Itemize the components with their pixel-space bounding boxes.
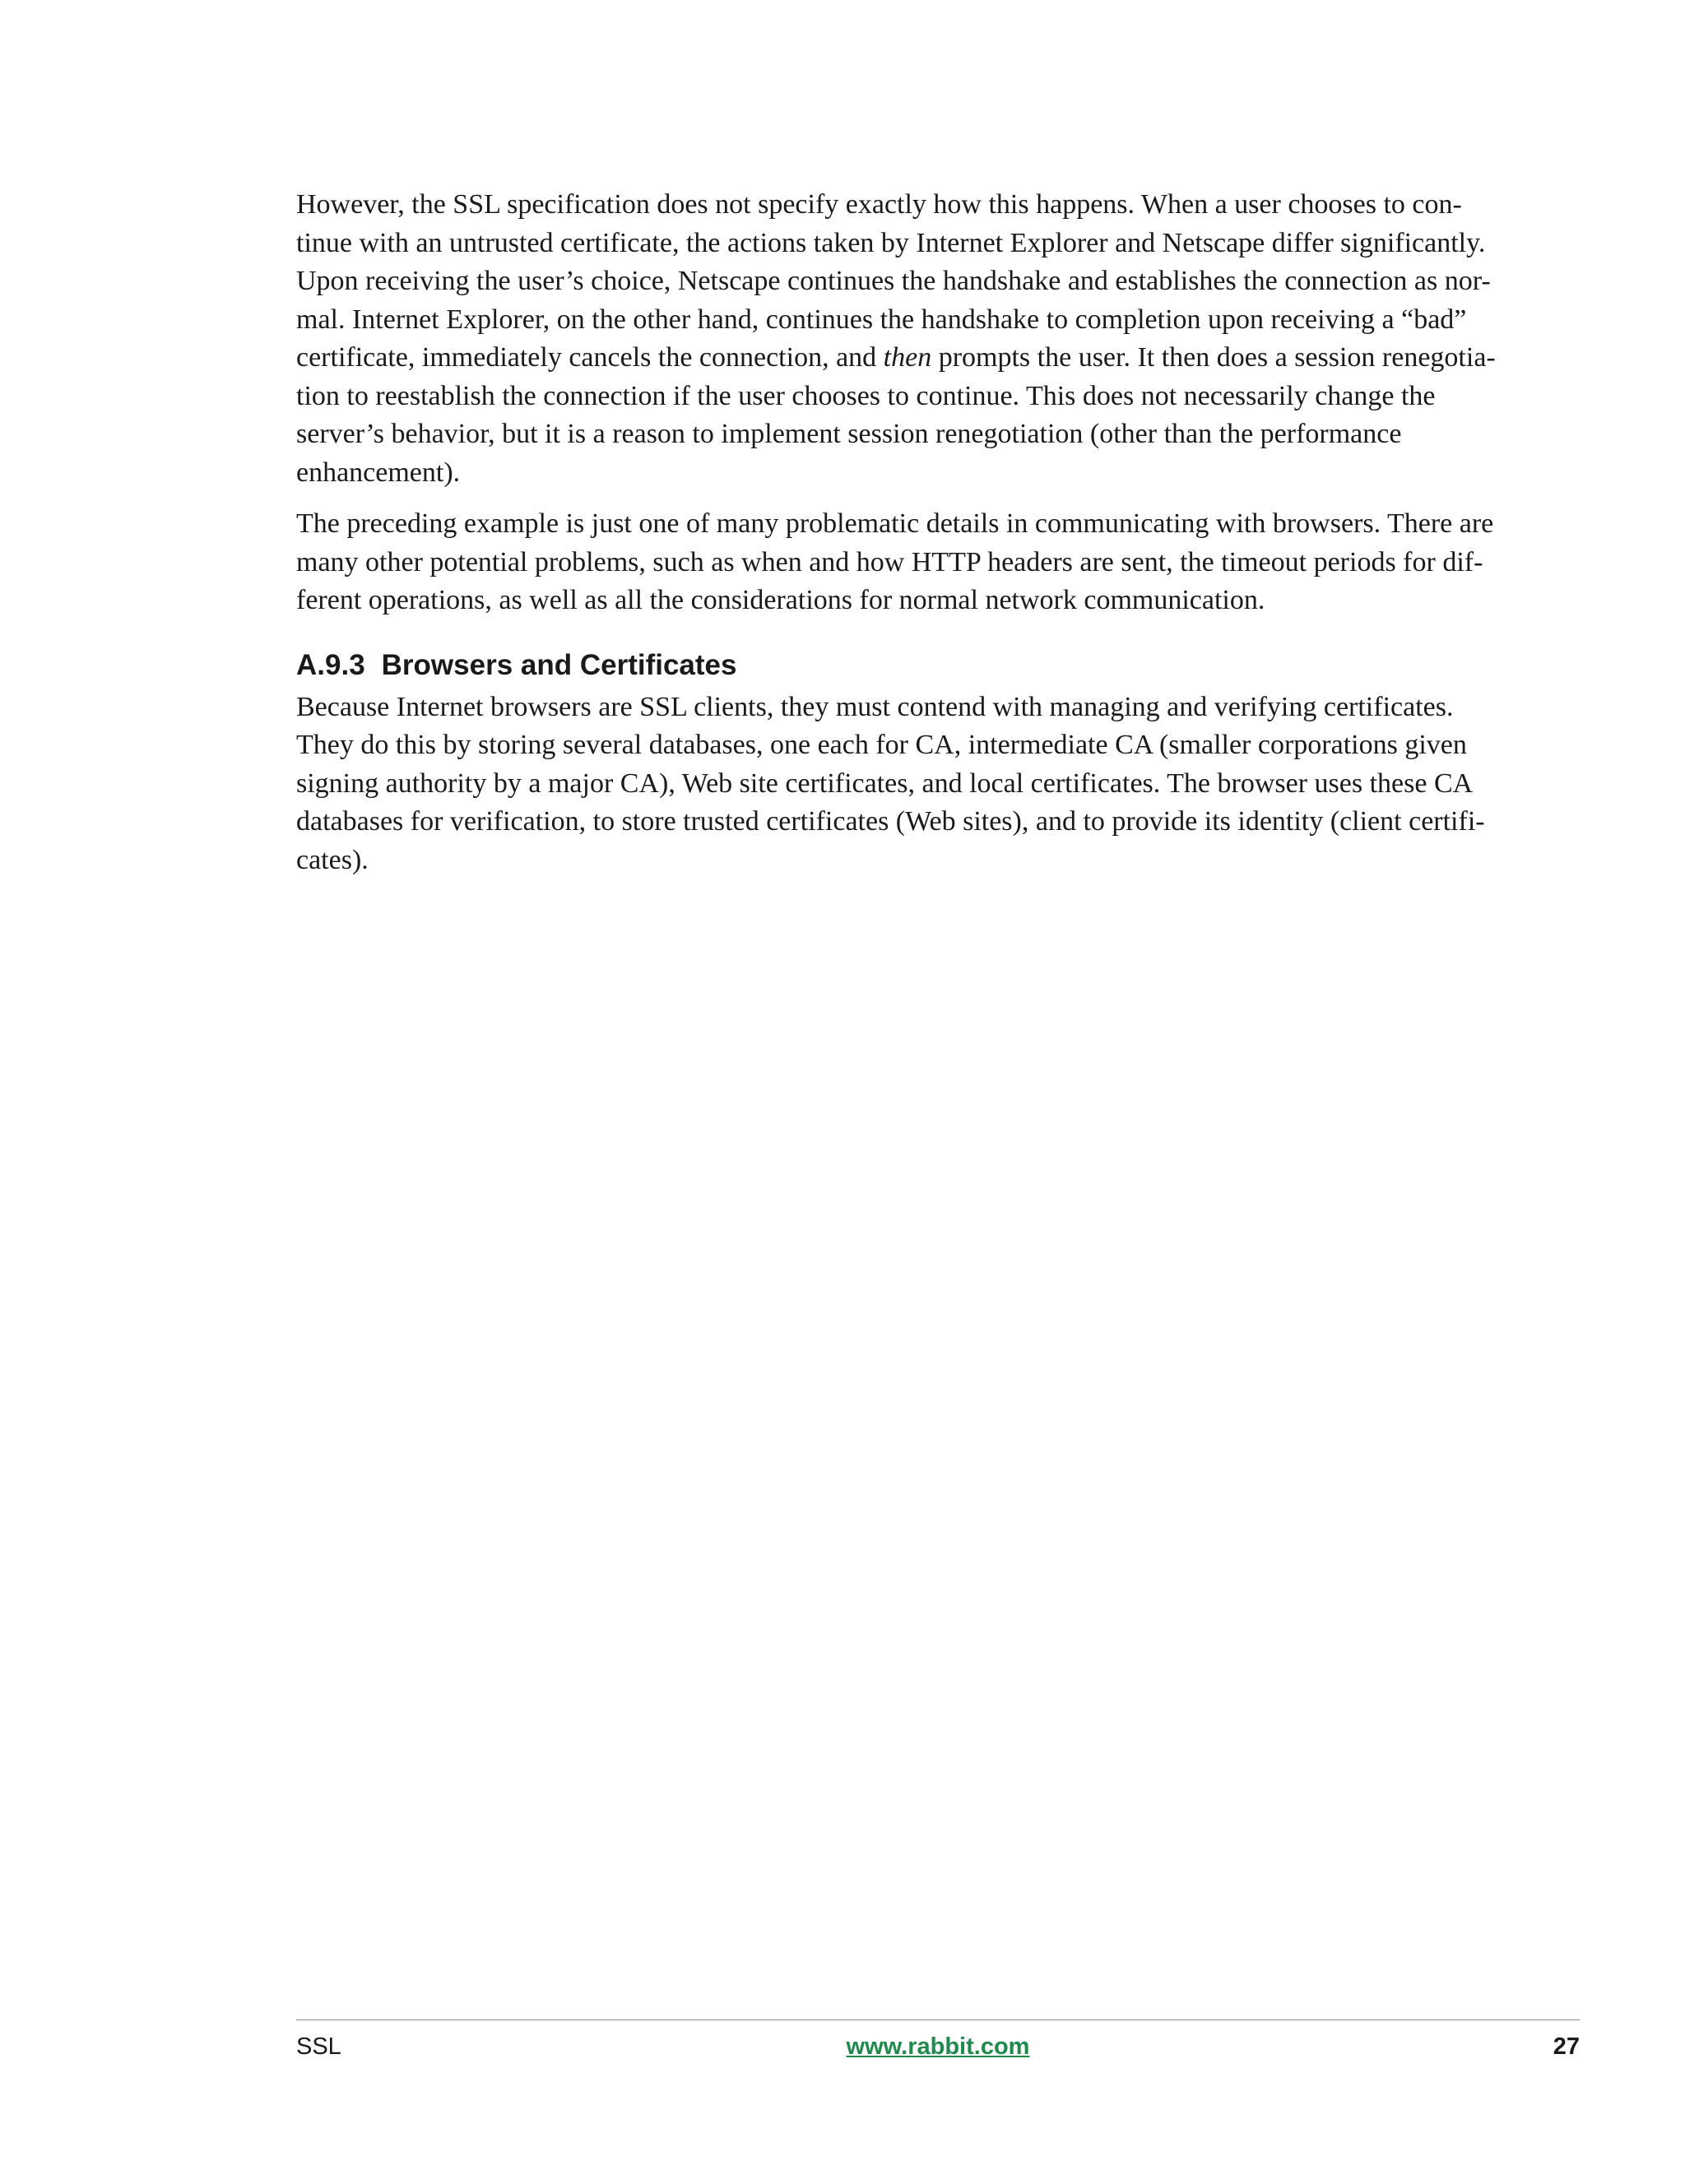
website-link[interactable]: www.rabbit.com bbox=[846, 2033, 1030, 2060]
paragraph-browser-certificates bbox=[296, 689, 1580, 880]
paragraph-ssl-browser-behavior bbox=[296, 186, 1580, 492]
text-segment: prompts the user. It then does a session renegotia- bbox=[931, 342, 1496, 373]
text-line: cates). bbox=[296, 844, 369, 875]
text-line: many other potential problems, such as when and how HTTP headers are sent, the timeout periods for dif- bbox=[296, 546, 1483, 577]
text-line: The preceding example is just one of many problematic details in communicating with browsers. There are bbox=[296, 508, 1494, 539]
text-line: ferent operations, as well as all the considerations for normal network communication. bbox=[296, 585, 1265, 615]
text-line: signing authority by a major CA), Web site certificates, and local certificates. The browser uses these CA bbox=[296, 767, 1474, 799]
section-number: A.9.3 bbox=[296, 648, 365, 681]
text-line: mal. Internet Explorer, on the other hand, continues the handshake to completion upon receiving a “bad” bbox=[296, 304, 1467, 335]
footer-divider bbox=[296, 2019, 1580, 2020]
footer-document-title: SSL bbox=[296, 2033, 341, 2060]
text-line: enhancement). bbox=[296, 457, 461, 488]
text-line: Because Internet browsers are SSL clients, they must contend with managing and verifying certificates. bbox=[296, 691, 1454, 722]
text-segment: certificate, immediately cancels the connection, and bbox=[296, 342, 884, 373]
page-body bbox=[296, 186, 1580, 879]
section-heading bbox=[296, 647, 1580, 684]
footer-link-container bbox=[296, 2030, 1580, 2063]
text-line: Upon receiving the user’s choice, Netscape continues the handshake and establishes the connection as nor- bbox=[296, 266, 1491, 296]
section-title: Browsers and Certificates bbox=[381, 648, 737, 681]
text-line: They do this by storing several databases, one each for CA, intermediate CA (smaller corporations given bbox=[296, 730, 1467, 760]
paragraph-browser-problems bbox=[296, 505, 1580, 620]
emphasized-word: then bbox=[883, 342, 932, 373]
page-number: 27 bbox=[1553, 2033, 1580, 2060]
text-line: tinue with an untrusted certificate, the actions taken by Internet Explorer and Netscape differ significantly. bbox=[296, 227, 1486, 258]
text-line: tion to reestablish the connection if the user chooses to continue. This does not necessarily change the bbox=[296, 380, 1436, 411]
page-footer bbox=[296, 2030, 1580, 2063]
text-line bbox=[296, 339, 1580, 378]
text-line: databases for verification, to store trusted certificates (Web sites), and to provide its identity (client certifi- bbox=[296, 806, 1485, 837]
text-line: server’s behavior, but it is a reason to implement session renegotiation (other than the performance bbox=[296, 419, 1402, 449]
text-line: However, the SSL specification does not specify exactly how this happens. When a user chooses to con- bbox=[296, 189, 1462, 220]
